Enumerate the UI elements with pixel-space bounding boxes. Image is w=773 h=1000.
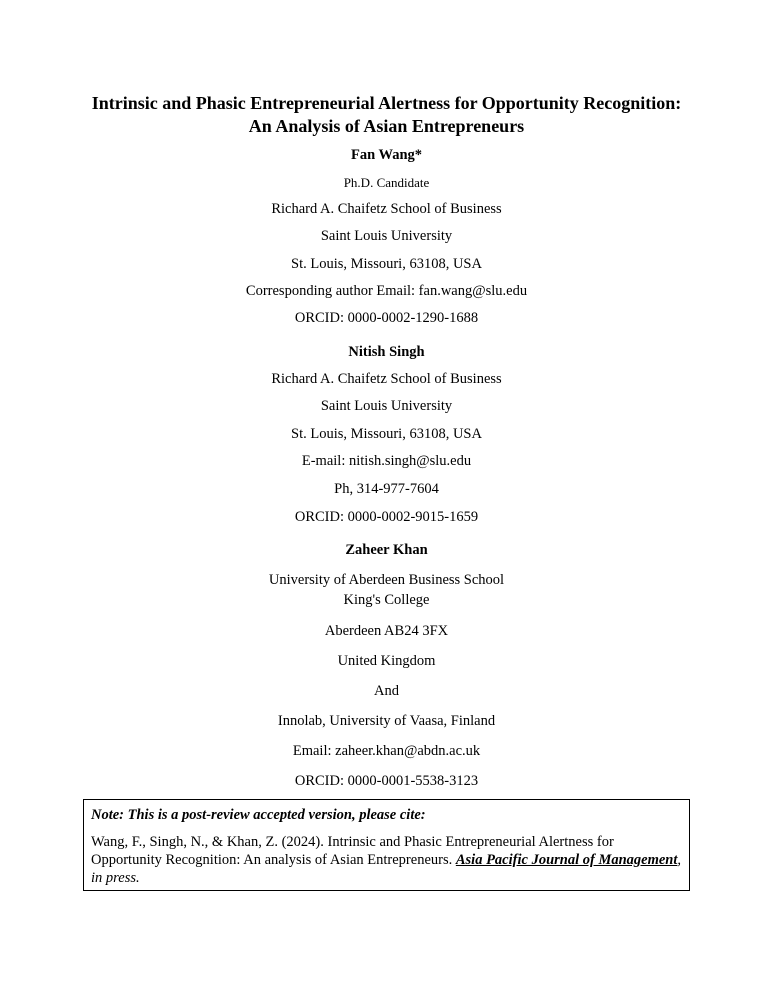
author-affiliation: Saint Louis University [320,228,453,244]
author-affiliation: Richard A. Chaifetz School of Business [271,201,502,217]
journal-link[interactable]: Asia Pacific Journal of Management [455,852,678,868]
author-name: Fan Wang* [350,147,423,163]
author-email: Corresponding author Email: fan.wang@slu.edu [245,283,528,299]
author-affiliation: Saint Louis University [320,398,453,414]
author-orcid: ORCID: 0000-0001-5538-3123 [294,773,479,789]
author-position: Ph.D. Candidate [343,175,430,190]
title-line-1: Intrinsic and Phasic Entrepreneurial Alertness for Opportunity Recognition: [91,93,682,113]
author-affiliation: University of Aberdeen Business School [268,572,505,588]
title-line-2: An Analysis of Asian Entrepreneurs [248,116,525,136]
citation-note-box [83,799,690,891]
citation-suffix: , in press. [91,852,682,886]
author-country: United Kingdom [337,653,436,669]
citation-prefix: Wang, F., Singh, N., & Khan, Z. (2024). Intrinsic and Phasic Entrepreneurial Alertness for Opportunity Recognition: An analysis of Asian Entrepreneurs. [91,834,614,868]
author-email: E-mail: nitish.singh@slu.edu [301,453,472,469]
author-affiliation: Richard A. Chaifetz School of Business [271,371,502,387]
citation-text [91,833,682,887]
author-affiliation: King's College [343,592,430,608]
author-address: St. Louis, Missouri, 63108, USA [291,256,482,272]
author-email: Email: zaheer.khan@abdn.ac.uk [292,743,481,759]
author-address: St. Louis, Missouri, 63108, USA [291,426,482,442]
author-name: Zaheer Khan [345,542,428,558]
author-phone: Ph, 314-977-7604 [334,481,439,497]
author-conjunction: And [374,683,399,699]
author-orcid: ORCID: 0000-0002-1290-1688 [294,310,479,326]
author-address: Aberdeen AB24 3FX [324,623,449,639]
note-heading: Note: This is a post-review accepted version, please cite: [91,807,426,823]
paper-title [40,92,733,138]
author-affiliation: Innolab, University of Vaasa, Finland [277,713,496,729]
author-orcid: ORCID: 0000-0002-9015-1659 [294,509,479,525]
author-name: Nitish Singh [348,344,425,360]
